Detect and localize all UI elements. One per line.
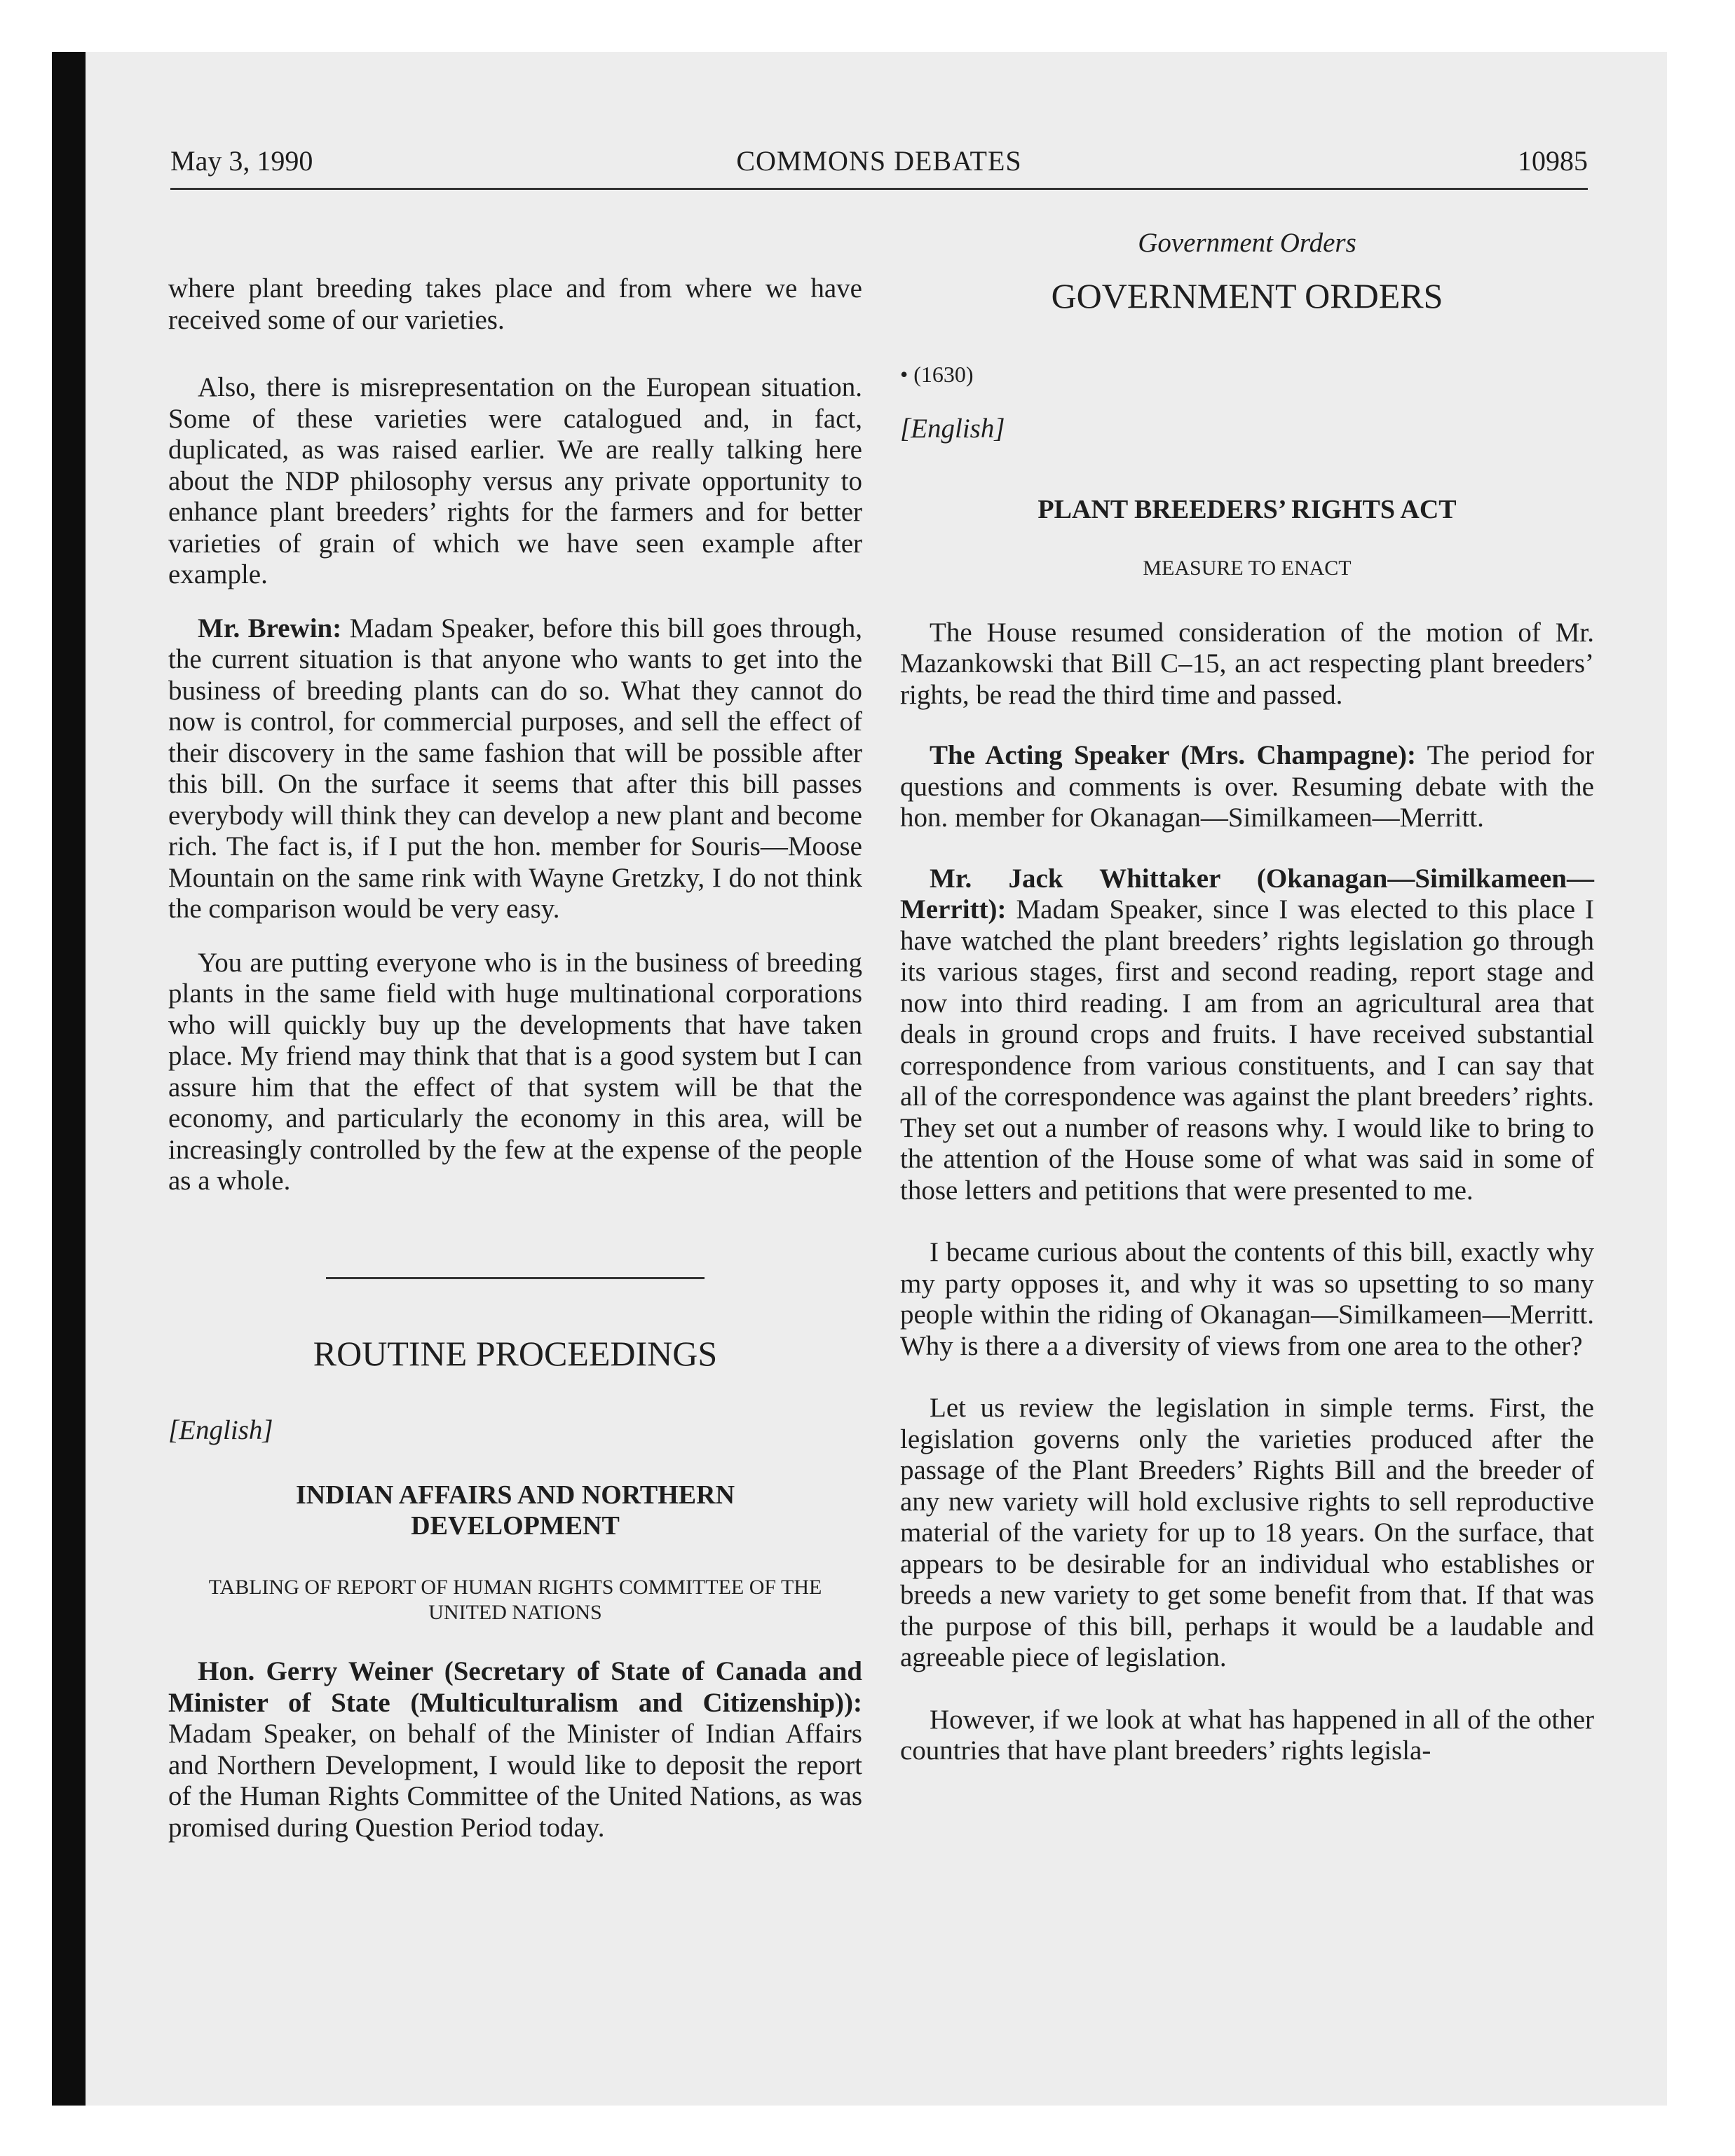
header-page-number: 10985 xyxy=(1518,145,1588,177)
paragraph: where plant breeding takes place and from where we have received some of our varieties. xyxy=(168,273,862,335)
header-title: COMMONS DEBATES xyxy=(736,145,1022,177)
paragraph: The House resumed consideration of the motion of Mr. Mazankowski that Bill C–15, an act respecting plant breeders’ rights, be read the third time and passed. xyxy=(900,617,1594,710)
language-tag: [English] xyxy=(900,414,1005,444)
section-heading: ROUTINE PROCEEDINGS xyxy=(313,1333,718,1373)
section-heading: GOVERNMENT ORDERS xyxy=(1051,275,1443,315)
sub-subject-heading: TABLING OF REPORT OF HUMAN RIGHTS COMMITTEE OF THE UNITED NATIONS xyxy=(208,1576,822,1624)
scan-edge xyxy=(52,52,86,2106)
subject-heading: PLANT BREEDERS’ RIGHTS ACT xyxy=(1037,494,1457,524)
header-date: May 3, 1990 xyxy=(170,145,313,177)
speech-text: Madam Speaker, before this bill goes through, the current situation is that anyone who wants to get into the business of breeding plants can do so. What they cannot do now is control, for commercial purposes, and sell the effect of their discovery in the same fashion that will be possible after this bill. On the surface it seems that after this bill passes everybody will think they can develop a new plant and become rich. The fact is, if I put the hon. member for Souris—Moose Mountain on the same rink with Wayne Gretzky, I do not think the comparison would be very easy. xyxy=(168,613,862,924)
paragraph: Also, there is misrepresentation on the European situation. Some of these varieties were catalogued and, in fact, duplicated, as was raised earlier. We are really talking here about the NDP philosophy versus any private opportunity to enhance plant breeders’ rights for the farmers and for better varieties of grain of which we have seen example after example. xyxy=(168,372,862,589)
speech-paragraph xyxy=(900,740,1594,834)
speech-text: Madam Speaker, on behalf of the Minister of Indian Affairs and Northern Development, I would like to deposit the report of the Human Rights Committee of the United Nations, as was promised during Question Period today. xyxy=(168,1719,862,1843)
paragraph: Let us review the legislation in simple terms. First, the legislation governs only the varieties produced after the passage of the Plant Breeders’ Rights Bill and the breeder of any new variety will hold exclusive rights to sell reproductive material of the variety for up to 18 years. On the surface, that appears to be desirable for an individual who establishes or breeds a new variety to get some benefit from that. If that was the purpose of this bill, perhaps it would be a laudable and agreeable piece of legislation. xyxy=(900,1393,1594,1672)
left-column xyxy=(168,273,862,1843)
paragraph: You are putting everyone who is in the business of breeding plants in the same field with huge multinational corporations who will quickly buy up the developments that have taken place. My friend may think that that is a good system but I can assure him that the effect of that system will be that the economy, and particularly the economy in this area, will be increasingly controlled by the few at the expense of the people as a whole. xyxy=(168,947,862,1196)
speech-paragraph xyxy=(900,864,1594,1207)
speaker-name: Hon. Gerry Weiner (Secretary of State of Canada and Minister of State (Multiculturalism and Citizenship)): xyxy=(168,1656,862,1718)
speaker-name: The Acting Speaker (Mrs. Champagne): xyxy=(930,740,1416,770)
section-divider xyxy=(326,1277,705,1279)
time-marker: • (1630) xyxy=(900,361,974,387)
sub-subject-heading: MEASURE TO ENACT xyxy=(1143,556,1352,580)
paragraph: However, if we look at what has happened in all of the other countries that have plant breeders’ rights legisla- xyxy=(900,1704,1594,1766)
subject-heading: INDIAN AFFAIRS AND NORTHERN DEVELOPMENT xyxy=(295,1480,735,1541)
speech-paragraph xyxy=(168,1656,862,1843)
running-head: Government Orders xyxy=(1138,228,1356,258)
speech-text: Madam Speaker, since I was elected to this place I have watched the plant breeders’ rights legislation go through its various stages, first and second reading, report stage and now into third reading. I am from an agricultural area that deals in ground crops and fruits. I have received substantial correspondence from various constituents, and I can say that all of the correspondence was against the plant breeders’ rights. They set out a number of reasons why. I would like to bring to the attention of the House some of what was said in some of those letters and petitions that were presented to me. xyxy=(900,894,1594,1206)
speaker-name: Mr. Brewin: xyxy=(198,613,342,643)
page-header xyxy=(170,140,1588,190)
language-tag: [English] xyxy=(168,1414,273,1445)
paragraph: I became curious about the contents of this bill, exactly why my party opposes it, and why it was so upsetting to so many people within the riding of Okanagan—Similkameen—Merritt. Why is there a a diversity of views from one area to the other? xyxy=(900,1237,1594,1361)
speech-paragraph xyxy=(168,613,862,925)
speaker-name: Mr. Jack Whittaker (Okanagan—Similkameen—Merritt): xyxy=(900,863,1594,925)
speech-text: The period for questions and comments is over. Resuming debate with the hon. member for Okanagan—Similkameen—Merritt. xyxy=(900,740,1594,833)
right-column xyxy=(900,228,1594,1767)
